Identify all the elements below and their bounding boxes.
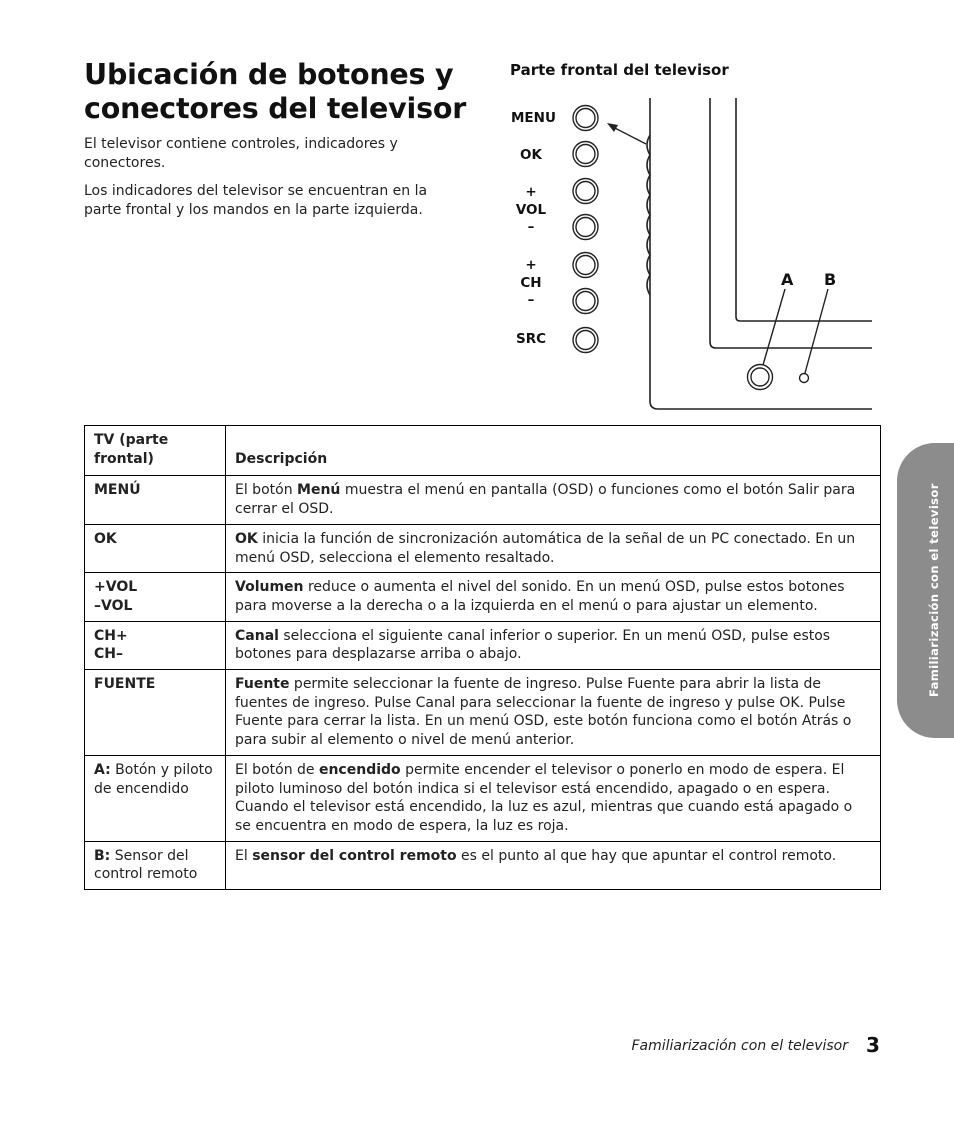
title-line-1: Ubicación de botones y — [84, 58, 454, 91]
table-row — [85, 573, 881, 621]
page-title — [84, 58, 484, 126]
diagram-title: Parte frontal del televisor — [510, 61, 729, 79]
controls-table — [84, 425, 881, 890]
ok-button-icon — [573, 142, 598, 167]
tv-bezel-inner — [710, 98, 872, 348]
title-line-2: conectores del televisor — [84, 92, 467, 125]
table-row — [85, 841, 881, 889]
row-description: El botón de encendido permite encender el televisor o ponerlo en modo de espera. El piloto luminoso del botón indica si el televisor está encendido, apagado o en espera. Cuando el televisor está encendido, la luz es azul, mientras que cuando está apagado o se encuentra en modo de espera, la luz es roja. — [226, 755, 881, 841]
tv-screen-edge — [736, 98, 872, 321]
ch-up-button-icon — [573, 253, 598, 278]
table-row — [85, 755, 881, 841]
row-description: Fuente permite seleccionar la fuente de ingreso. Pulse Fuente para abrir la lista de fuentes de ingreso. Pulse Canal para seleccionar la fuente de ingreso y pulse OK. Pulse Fuente para cerrar la lista. En un menú OSD, este botón funciona como el botón Atrás o para subir al elemento o nivel de menú anterior. — [226, 670, 881, 756]
label-src: SRC — [515, 331, 547, 347]
chapter-side-tab-label: Familiarización con el televisor — [927, 483, 941, 697]
vol-down-button-icon — [573, 215, 598, 240]
callout-a-label: A — [781, 270, 794, 289]
page-number: 3 — [866, 1033, 880, 1057]
arrow-head-icon — [607, 123, 618, 132]
arrow-line — [611, 126, 646, 144]
row-description: OK inicia la función de sincronización automática de la señal de un PC conectado. En un menú OSD, selecciona el elemento resaltado. — [226, 524, 881, 572]
callout-a-line — [763, 289, 785, 365]
power-button-icon — [748, 365, 773, 390]
footer-chapter-title: Familiarización con el televisor — [631, 1038, 848, 1054]
remote-sensor-icon — [800, 374, 809, 383]
table-header-description: Descripción — [226, 426, 881, 476]
table-header-tv: TV (parte frontal) — [85, 426, 226, 476]
row-key: CH+ CH– — [85, 621, 226, 669]
row-description: Canal selecciona el siguiente canal inferior o superior. En un menú OSD, pulse estos botones para desplazarse arriba o abajo. — [226, 621, 881, 669]
row-key: A: Botón y piloto de encendido — [85, 755, 226, 841]
table-row — [85, 524, 881, 572]
row-description: Volumen reduce o aumenta el nivel del sonido. En un menú OSD, pulse estos botones para moverse a la derecha o a la izquierda en el menú o para ajustar un elemento. — [226, 573, 881, 621]
callout-b-line — [805, 289, 828, 373]
label-ok: OK — [520, 147, 542, 163]
row-key: OK — [85, 524, 226, 572]
row-description: El botón Menú muestra el menú en pantalla (OSD) o funciones como el botón Salir para cerrar el OSD. — [226, 476, 881, 524]
intro-paragraph-1: El televisor contiene controles, indicadores y conectores. — [84, 136, 398, 171]
label-ch: CH — [520, 275, 542, 291]
ch-down-button-icon — [573, 289, 598, 314]
label-vol: VOL — [515, 202, 547, 218]
row-key: FUENTE — [85, 670, 226, 756]
tv-front-diagram — [560, 95, 872, 411]
table-row — [85, 476, 881, 524]
src-button-icon — [573, 328, 598, 353]
row-description: El sensor del control remoto es el punto al que hay que apuntar el control remoto. — [226, 841, 881, 889]
label-vol-minus: – — [527, 219, 535, 235]
callout-b-label: B — [824, 270, 837, 289]
table-header-row — [85, 426, 881, 476]
label-ch-minus: – — [527, 292, 535, 308]
label-menu: MENU — [511, 110, 556, 126]
label-vol-plus: + — [525, 184, 537, 200]
table-row — [85, 670, 881, 756]
row-key: MENÚ — [85, 476, 226, 524]
row-key: +VOL –VOL — [85, 573, 226, 621]
row-key: B: Sensor del control remoto — [85, 841, 226, 889]
chapter-side-tab — [897, 443, 954, 738]
vol-up-button-icon — [573, 179, 598, 204]
table-row — [85, 621, 881, 669]
intro-paragraph-2: Los indicadores del televisor se encuentran en la parte frontal y los mandos en la parte izquierda. — [84, 183, 428, 218]
label-ch-plus: + — [525, 257, 537, 273]
menu-button-icon — [573, 106, 598, 131]
tv-bezel-outer — [650, 98, 872, 409]
